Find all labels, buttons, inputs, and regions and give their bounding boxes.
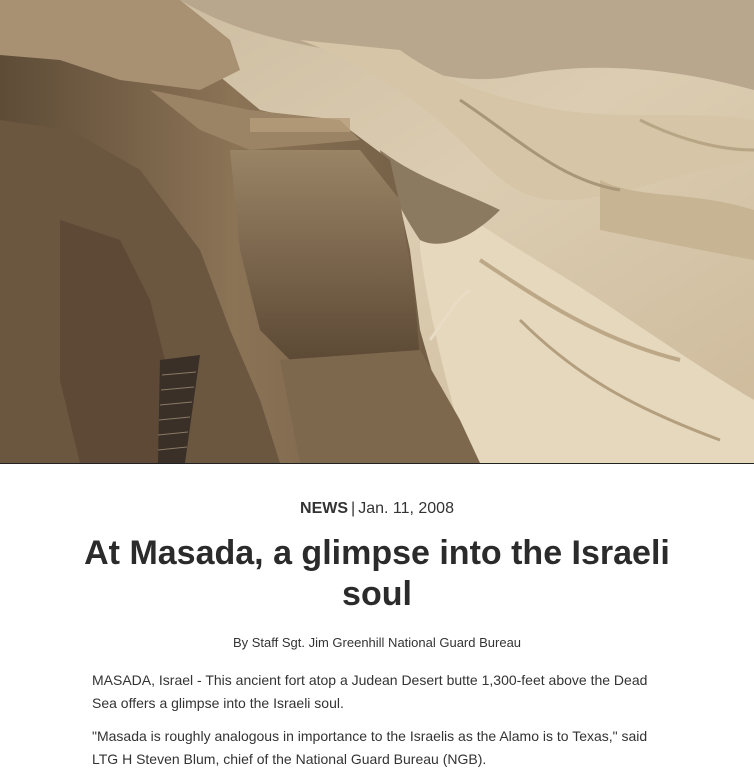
article-meta xyxy=(0,464,754,519)
article-category[interactable]: NEWS xyxy=(300,500,349,517)
article xyxy=(0,464,754,771)
meta-separator: | xyxy=(351,500,356,517)
article-date: Jan. 11, 2008 xyxy=(358,500,454,517)
article-paragraph: MASADA, Israel - This ancient fort atop a Judean Desert butte 1,300-feet above the Dead Sea offers a glimpse into the Israeli soul. xyxy=(92,672,648,711)
article-title: At Masada, a glimpse into the Israeli soul xyxy=(84,534,670,613)
article-paragraph: "Masada is roughly analogous in importance to the Israelis as the Alamo is to Texas," said LTG H Steven Blum, chief of the National Guard Bureau (NGB). xyxy=(92,728,648,767)
article-body xyxy=(92,669,662,771)
article-byline: By Staff Sgt. Jim Greenhill National Guard Bureau xyxy=(232,635,522,650)
